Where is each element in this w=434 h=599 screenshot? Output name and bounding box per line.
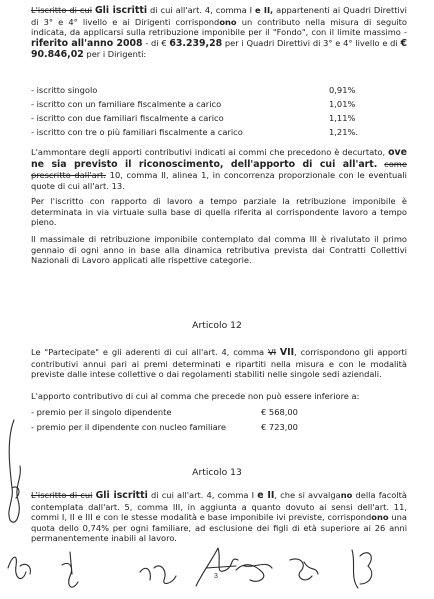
signature-1 [8, 557, 30, 578]
rate-row [31, 127, 391, 138]
rate-label: - iscritto con un familiare fiscalmente a carico [31, 99, 222, 109]
rate-row [31, 113, 391, 124]
paragraph-minimum: L'apporto contributivo di cui al comma che precede non può essere inferiore a: [31, 391, 360, 401]
premium-value: € 723,00 [261, 422, 298, 432]
premium-label: - premio per il singolo dipendente [31, 407, 172, 417]
paragraph-family-quota: L'iscritto di cui Gli iscritti di cui all'art. 4, comma I e II, che si avvalgano della facoltà contemplata dall'art. 5, comma III, in aggiunta a quanto dovuto ai sensi dell'art. 11, commi I, II e III e con le stesse modalità e base imponibile ivi previste, corrispondono una quota dello 0,74% per ogni familiare, ad esclusione dei figli di età superiore ai 26 anni permanentemente inabili al lavoro. [31, 490, 407, 544]
struck-text: L'iscritto di cui [31, 490, 93, 500]
rate-value: 1,11% [329, 113, 356, 123]
article-13-heading: Articolo 13 [192, 467, 242, 478]
premium-label: - premio per il dipendente con nucleo familiare [31, 422, 226, 432]
signature-2 [62, 552, 78, 587]
paragraph-part-time: Per l'iscritto con rapporto di lavoro a tempo parziale la retribuzione imponibile è determinata in via virtuale sulla base di quella riferita al corrispondente lavoro a tempo pieno. [31, 196, 407, 228]
paragraph-ceiling: Il massimale di retribuzione imponibile contemplato dal comma III è rivalutato il primo gennaio di ogni anno in base alla dinamica retributiva prevista dai Contratti Collettivi Nazionali di Lavoro applicati alle rispettive categorie. [31, 234, 407, 266]
struck-text: come prescritto dall'art. [31, 158, 407, 181]
premium-row [31, 422, 391, 433]
rate-row [31, 85, 391, 96]
rate-row [31, 99, 391, 110]
signature-5 [236, 564, 272, 581]
signature-7 [352, 550, 372, 588]
paragraph-participating: Le "Partecipate" e gli aderenti di cui all'art. 4, comma VI VII, corrispondono gli apporti contributivi annui pari ai premi determinati e ripartiti nella misura e con le modalità previste dalle intese collettive o dai regolamenti stabiliti nelle singole sedi aziendali. [31, 347, 408, 380]
paragraph-deduction: L'ammontare degli apporti contributivi indicati ai commi che precedono è decurtato, ove ne sia previsto il riconoscimento, dell'apporto di cui all'art. come prescritto dall'art. 10, comma II, alinea 1, in concorrenza proporzionale con le eventuali quote di cui all'art. 13. [31, 147, 407, 191]
signature-4 [196, 548, 238, 586]
signature-6 [290, 559, 318, 580]
signature-3 [140, 566, 176, 584]
rate-value: 1,01% [329, 99, 356, 109]
premium-row [31, 407, 391, 418]
premium-value: € 568,00 [261, 407, 298, 417]
paragraph-contributions: L'iscritto di cui Gli iscritti di cui all'art. 4, comma I e II, appartenenti ai Quadri Direttivi di 3° e 4° livello e ai Dirigenti corrispondono un contributo nella misura di seguito indicata, da applicarsi sulla retribuzione imponibile per il "Fondo", con il limite massimo - riferito all'anno 2008 - di € 63.239,28 per i Quadri Direttivi di 3° e 4° livello e di € 90.846,02 per i Dirigenti: [31, 5, 407, 61]
rate-label: - iscritto con tre o più familiari fiscalmente a carico [31, 127, 243, 137]
struck-text: VI [267, 347, 277, 357]
rate-label: - iscritto con due familiari fiscalmente a carico [31, 113, 224, 123]
struck-text: L'iscritto di cui [31, 5, 92, 15]
rate-value: 1,21%. [329, 127, 358, 137]
rate-value: 0,91% [329, 85, 356, 95]
rate-label: - iscritto singolo [31, 85, 98, 95]
page-number: 3 [214, 573, 218, 580]
article-12-heading: Articolo 12 [192, 320, 242, 331]
